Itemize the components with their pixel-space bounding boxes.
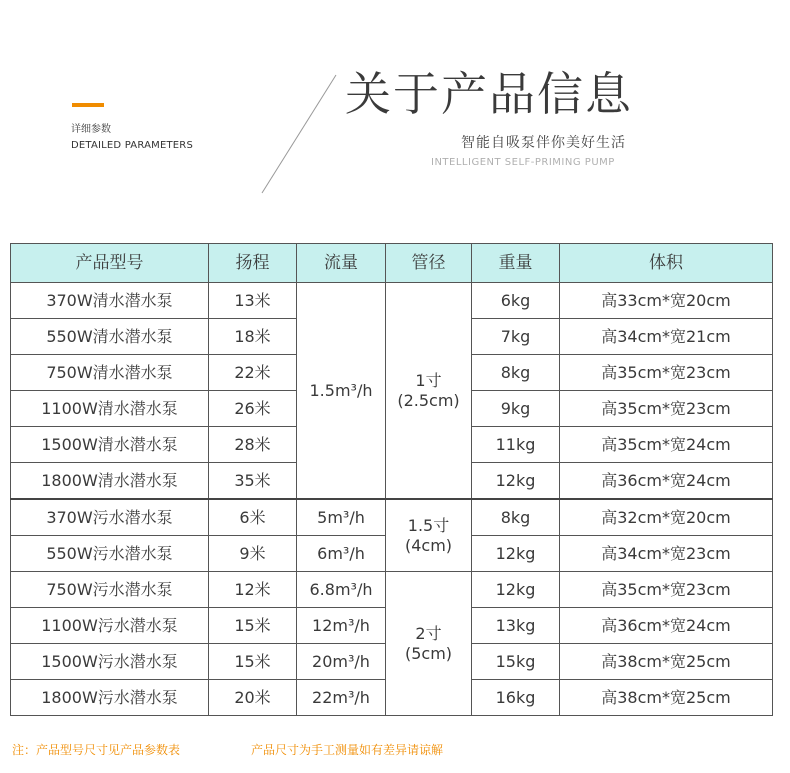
cell-head: 18米 <box>209 319 297 355</box>
cell-pipe-merged <box>386 283 472 500</box>
cell-head: 6米 <box>209 499 297 536</box>
cell-head: 15米 <box>209 644 297 680</box>
table-row <box>11 283 773 319</box>
cell-model: 1500W清水潜水泵 <box>11 427 209 463</box>
cell-size: 高36cm*宽24cm <box>560 608 773 644</box>
cell-head: 12米 <box>209 572 297 608</box>
cell-flow: 12m³/h <box>297 608 386 644</box>
cell-head: 28米 <box>209 427 297 463</box>
cell-weight: 12kg <box>472 536 560 572</box>
header-size: 体积 <box>560 244 773 283</box>
page-title: 关于产品信息 <box>345 67 633 121</box>
parameters-table <box>10 243 773 716</box>
cell-flow: 20m³/h <box>297 644 386 680</box>
cell-head: 26米 <box>209 391 297 427</box>
cell-size: 高32cm*宽20cm <box>560 499 773 536</box>
table-row <box>11 572 773 608</box>
cell-flow: 22m³/h <box>297 680 386 716</box>
header-weight: 重量 <box>472 244 560 283</box>
cell-flow: 6.8m³/h <box>297 572 386 608</box>
cell-size: 高38cm*宽25cm <box>560 644 773 680</box>
cell-size: 高35cm*宽23cm <box>560 391 773 427</box>
cell-weight: 13kg <box>472 608 560 644</box>
footnote-model-size: 注：产品型号尺寸见产品参数表 <box>12 743 181 757</box>
cell-model: 1100W污水潜水泵 <box>11 608 209 644</box>
header-flow: 流量 <box>297 244 386 283</box>
cell-size: 高35cm*宽23cm <box>560 355 773 391</box>
cell-weight: 16kg <box>472 680 560 716</box>
pipe-size-inch: 1寸 <box>415 371 442 391</box>
section-subtitle-cn: 详细参数 <box>71 124 111 135</box>
cell-model: 1100W清水潜水泵 <box>11 391 209 427</box>
cell-weight: 12kg <box>472 572 560 608</box>
table-header-row <box>11 244 773 283</box>
cell-size: 高34cm*宽21cm <box>560 319 773 355</box>
cell-head: 35米 <box>209 463 297 500</box>
table-row <box>11 499 773 536</box>
cell-model: 370W污水潜水泵 <box>11 499 209 536</box>
cell-weight: 15kg <box>472 644 560 680</box>
cell-weight: 7kg <box>472 319 560 355</box>
cell-size: 高36cm*宽24cm <box>560 463 773 500</box>
cell-model: 750W清水潜水泵 <box>11 355 209 391</box>
section-subtitle-en: DETAILED PARAMETERS <box>71 140 193 151</box>
cell-head: 22米 <box>209 355 297 391</box>
pipe-size-cm: (5cm) <box>404 643 453 663</box>
cell-model: 370W清水潜水泵 <box>11 283 209 319</box>
cell-weight: 9kg <box>472 391 560 427</box>
cell-head: 15米 <box>209 608 297 644</box>
cell-model: 550W污水潜水泵 <box>11 536 209 572</box>
cell-size: 高35cm*宽24cm <box>560 427 773 463</box>
cell-model: 550W清水潜水泵 <box>11 319 209 355</box>
cell-model: 1500W污水潜水泵 <box>11 644 209 680</box>
cell-size: 高34cm*宽23cm <box>560 536 773 572</box>
footnote-measurement: 产品尺寸为手工测量如有差异请谅解 <box>251 743 444 757</box>
cell-head: 13米 <box>209 283 297 319</box>
cell-model: 750W污水潜水泵 <box>11 572 209 608</box>
slogan-cn: 智能自吸泵伴你美好生活 <box>461 135 626 151</box>
cell-weight: 11kg <box>472 427 560 463</box>
header-model: 产品型号 <box>11 244 209 283</box>
pipe-size-inch: 1.5寸 <box>407 516 450 536</box>
pipe-size-cm: (2.5cm) <box>397 390 460 410</box>
cell-model: 1800W清水潜水泵 <box>11 463 209 500</box>
cell-weight: 6kg <box>472 283 560 319</box>
cell-size: 高38cm*宽25cm <box>560 680 773 716</box>
pipe-size-inch: 2寸 <box>415 624 442 644</box>
header-pipe: 管径 <box>386 244 472 283</box>
cell-flow: 6m³/h <box>297 536 386 572</box>
cell-weight: 12kg <box>472 463 560 500</box>
cell-flow: 5m³/h <box>297 499 386 536</box>
cell-pipe-merged <box>386 572 472 716</box>
slogan-en: INTELLIGENT SELF-PRIMING PUMP <box>431 157 615 168</box>
cell-size: 高35cm*宽23cm <box>560 572 773 608</box>
cell-size: 高33cm*宽20cm <box>560 283 773 319</box>
cell-weight: 8kg <box>472 355 560 391</box>
cell-pipe-merged <box>386 499 472 572</box>
cell-head: 20米 <box>209 680 297 716</box>
cell-weight: 8kg <box>472 499 560 536</box>
cell-model: 1800W污水潜水泵 <box>11 680 209 716</box>
cell-head: 9米 <box>209 536 297 572</box>
header-head: 扬程 <box>209 244 297 283</box>
pipe-size-cm: (4cm) <box>404 535 453 555</box>
cell-flow-merged: 1.5m³/h <box>297 283 386 500</box>
